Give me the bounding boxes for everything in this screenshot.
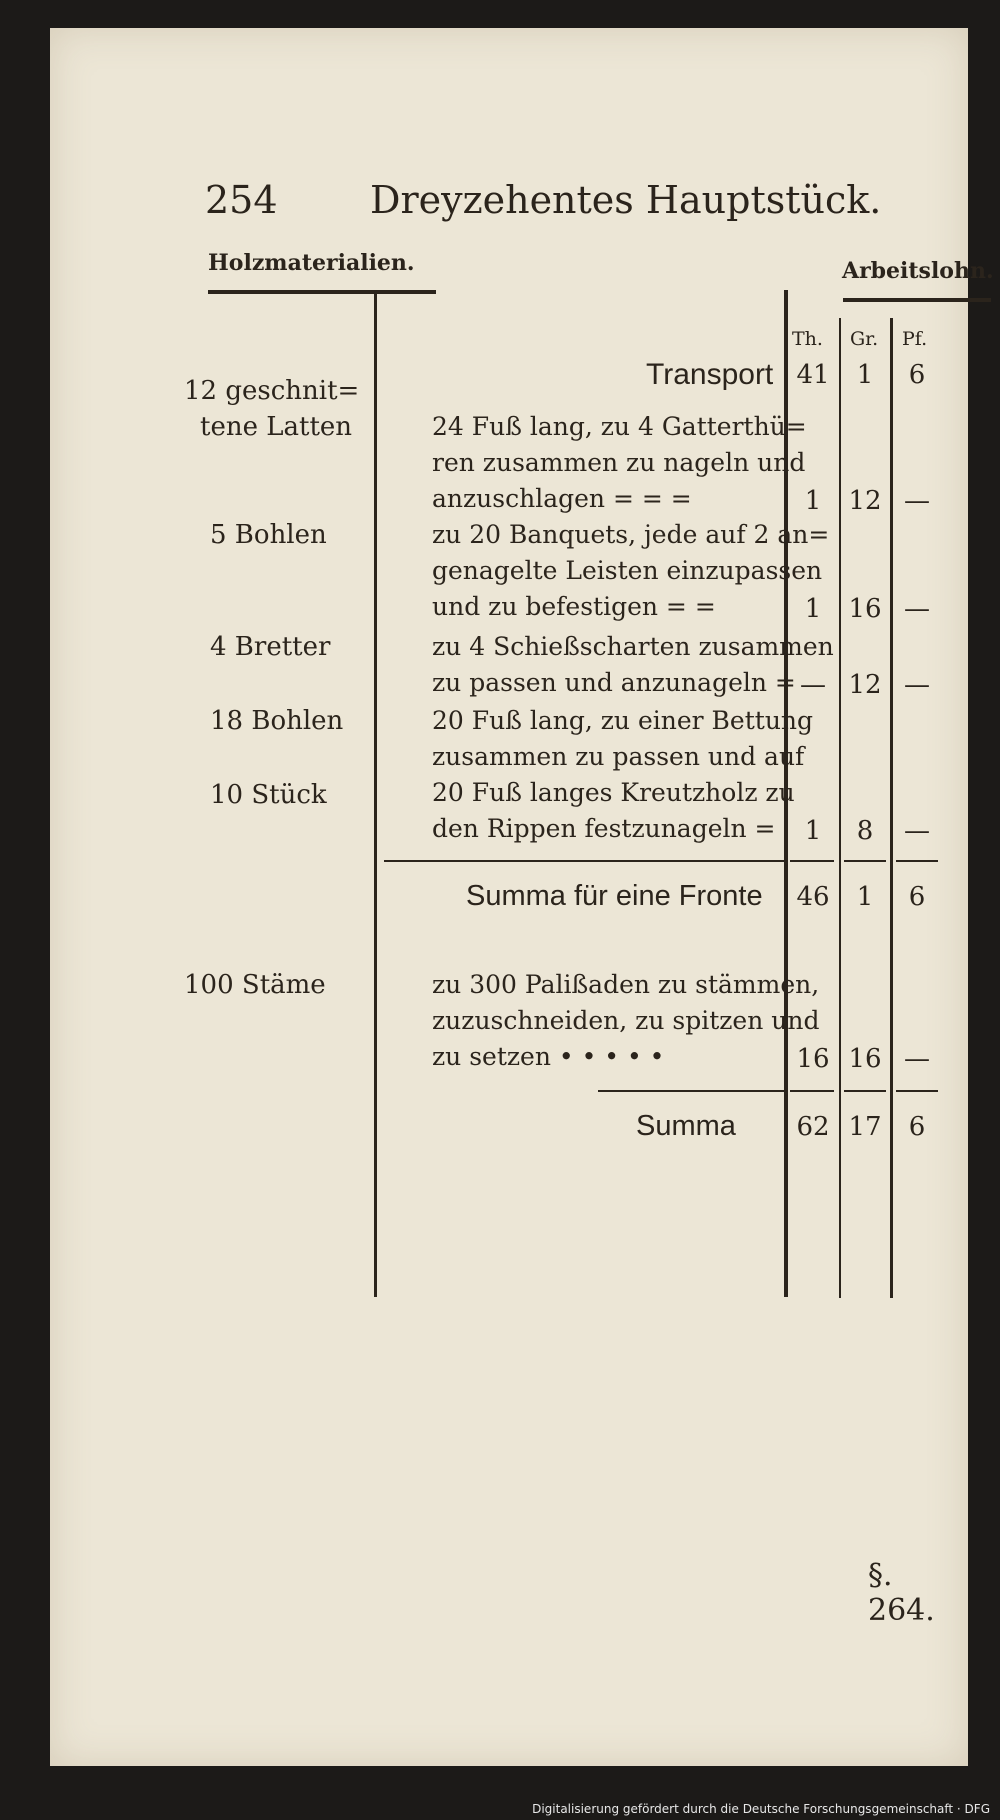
description-line: 20 Fuß langes Kreutzholz zu: [432, 778, 795, 807]
wage-th: 16: [796, 1044, 830, 1074]
description-line: zu 20 Banquets, jede auf 2 an=: [432, 520, 830, 549]
material-line: 5 Bohlen: [210, 520, 327, 550]
description-line: anzuschlagen = = =: [432, 484, 692, 513]
wage-gr: 8: [856, 816, 874, 846]
subtotal-rule: [844, 860, 886, 862]
total-rule: [790, 1090, 834, 1092]
wage-pf: —: [904, 1044, 930, 1074]
unit-th: Th.: [792, 328, 823, 350]
column-divider-left: [374, 292, 377, 1297]
material-line: 18 Bohlen: [210, 706, 344, 736]
total-rule: [896, 1090, 938, 1092]
wage-gr: 12: [848, 670, 882, 700]
wage-pf: —: [904, 670, 930, 700]
wage-gr: 12: [848, 486, 882, 516]
book-page: [50, 28, 994, 1766]
transport-gr: 1: [856, 360, 874, 390]
wage-th: 1: [804, 486, 822, 516]
summa-pf: 6: [908, 1112, 926, 1142]
material-line: 10 Stück: [210, 780, 327, 810]
digitization-credit: Digitalisierung gefördert durch die Deutsche Forschungsgemeinschaft · DFG: [532, 1802, 990, 1816]
summa-fronte-th: 46: [796, 882, 830, 912]
column-heading-wages: Arbeitslohn.: [842, 258, 994, 284]
wage-pf: —: [904, 594, 930, 624]
material-line: 12 geschnit=: [184, 376, 360, 406]
unit-gr: Gr.: [850, 328, 879, 350]
summa-fronte-label: Summa für eine Fronte: [466, 880, 763, 912]
column-heading-materials: Holzmaterialien.: [208, 250, 415, 276]
heading-rule-right: [843, 298, 991, 302]
total-rule: [844, 1090, 886, 1092]
wage-gr: 16: [848, 1044, 882, 1074]
wage-pf: —: [904, 816, 930, 846]
description-line: genagelte Leisten einzupassen: [432, 556, 823, 585]
summa-fronte-gr: 1: [856, 882, 874, 912]
page-number: 254: [205, 178, 278, 222]
unit-pf: Pf.: [902, 328, 928, 350]
summa-gr: 17: [848, 1112, 882, 1142]
description-line: zu setzen • • • • •: [432, 1042, 665, 1071]
catchword: §. 264.: [868, 1558, 935, 1628]
description-line: zu 300 Palißaden zu stämmen,: [432, 970, 820, 999]
summa-label: Summa: [636, 1110, 736, 1142]
wage-th: 1: [804, 594, 822, 624]
wage-gr: 16: [848, 594, 882, 624]
description-line: ren zusammen zu nageln und: [432, 448, 806, 477]
material-line: 4 Bretter: [210, 632, 331, 662]
description-line: 20 Fuß lang, zu einer Bettung: [432, 706, 814, 735]
wage-pf: —: [904, 486, 930, 516]
total-rule: [598, 1090, 784, 1092]
description-line: 24 Fuß lang, zu 4 Gatterthü=: [432, 412, 807, 441]
description-line: und zu befestigen = =: [432, 592, 716, 621]
wage-th: 1: [804, 816, 822, 846]
material-line: tene Latten: [200, 412, 353, 442]
summa-th: 62: [796, 1112, 830, 1142]
column-divider-gr: [839, 318, 841, 1298]
description-line: zuzuschneiden, zu spitzen und: [432, 1006, 820, 1035]
subtotal-rule: [896, 860, 938, 862]
transport-label: Transport: [646, 358, 774, 391]
summa-fronte-pf: 6: [908, 882, 926, 912]
column-divider-pf: [890, 318, 893, 1298]
description-line: zu passen und anzunageln =: [432, 668, 796, 697]
subtotal-rule: [384, 860, 784, 862]
heading-rule-left: [208, 290, 436, 294]
wage-th: —: [800, 670, 826, 700]
description-line: zu 4 Schießscharten zusammen: [432, 632, 834, 661]
subtotal-rule: [790, 860, 834, 862]
chapter-title: Dreyzehentes Hauptstück.: [370, 178, 882, 222]
transport-pf: 6: [908, 360, 926, 390]
description-line: den Rippen festzunageln =: [432, 814, 776, 843]
description-line: zusammen zu passen und auf: [432, 742, 805, 771]
material-line: 100 Stäme: [184, 970, 326, 1000]
transport-th: 41: [796, 360, 830, 390]
